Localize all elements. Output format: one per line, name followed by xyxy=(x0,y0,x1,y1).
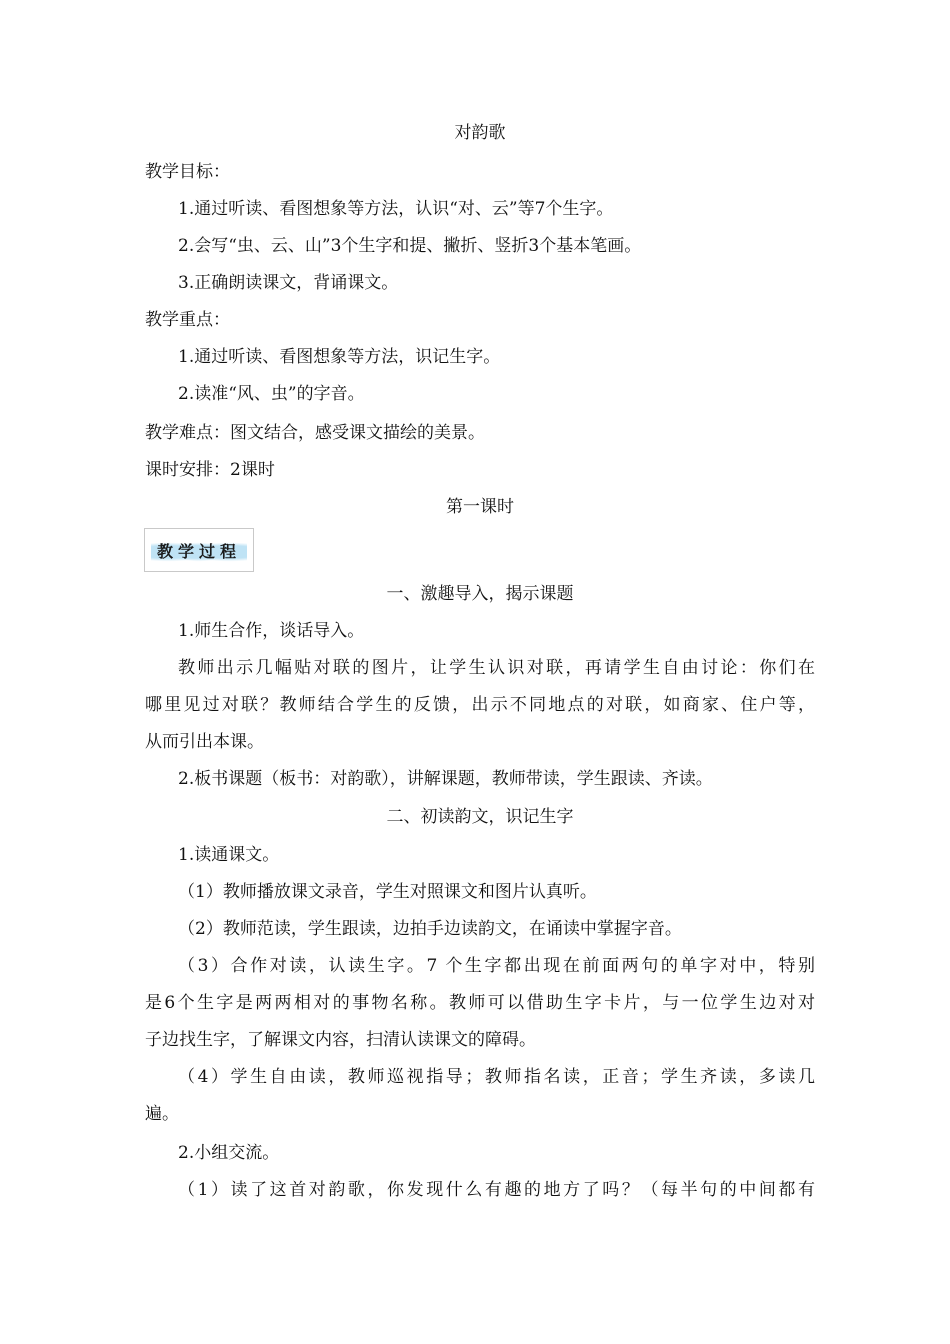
section1-paragraph: 1.师生合作，谈话导入。 xyxy=(178,621,365,641)
section1-paragraph-line: 教师出示几幅贴对联的图片，让学生认识对联，再请学生自由讨论：你们在 xyxy=(178,658,815,678)
section2-step-line: （3）合作对读，认读生字。7 个生字都出现在前面两句的单字对中，特别 xyxy=(178,956,815,976)
difficulty-text: 教学难点：图文结合，感受课文描绘的美景。 xyxy=(145,423,485,443)
section1-paragraph-line: 哪里见过对联？教师结合学生的反馈，出示不同地点的对联，如商家、住户等， xyxy=(145,695,815,715)
section2-step-line: 是6个生字是两两相对的事物名称。教师可以借助生字卡片，与一位学生边对对 xyxy=(145,993,815,1013)
section2-step-line: 子边找生字，了解课文内容，扫清认读课文的障碍。 xyxy=(145,1030,536,1050)
section2-step: （2）教师范读，学生跟读，边拍手边读韵文，在诵读中掌握字音。 xyxy=(178,919,682,939)
objectives-heading: 教学目标： xyxy=(145,162,230,182)
section1-paragraph: 2.板书课题（板书：对韵歌），讲解课题，教师带读，学生跟读、齐读。 xyxy=(178,769,713,789)
document-title: 对韵歌 xyxy=(454,123,506,143)
process-badge-label: 教学过程 xyxy=(151,536,247,565)
section2-paragraph: 2.小组交流。 xyxy=(178,1143,280,1163)
keypoints-heading: 教学重点： xyxy=(145,310,230,330)
section2-step-line: （4）学生自由读，教师巡视指导；教师指名读，正音；学生齐读，多读几 xyxy=(178,1067,815,1087)
objective-item: 1.通过听读、看图想象等方法，认识“对、云”等7个生字。 xyxy=(178,199,614,219)
keypoint-item: 1.通过听读、看图想象等方法，识记生字。 xyxy=(178,347,501,367)
section2-step: （1）读了这首对韵歌，你发现什么有趣的地方了吗？（每半句的中间都有 xyxy=(178,1180,815,1200)
section1-heading: 一、激趣导入，揭示课题 xyxy=(386,584,574,604)
process-badge xyxy=(144,528,254,572)
keypoint-item: 2.读准“风、虫”的字音。 xyxy=(178,384,365,404)
lesson-title: 第一课时 xyxy=(446,497,514,517)
schedule-text: 课时安排：2课时 xyxy=(145,460,275,480)
section2-step-line: 遍。 xyxy=(145,1104,179,1124)
section2-step: （1）教师播放课文录音，学生对照课文和图片认真听。 xyxy=(178,882,597,902)
section1-paragraph-line: 从而引出本课。 xyxy=(145,732,264,752)
objective-item: 2.会写“虫、云、山”3个生字和提、撇折、竖折3个基本笔画。 xyxy=(178,236,642,256)
section2-heading: 二、初读韵文，识记生字 xyxy=(386,807,574,827)
objective-item: 3.正确朗读课文，背诵课文。 xyxy=(178,273,399,293)
section2-paragraph: 1.读通课文。 xyxy=(178,845,280,865)
